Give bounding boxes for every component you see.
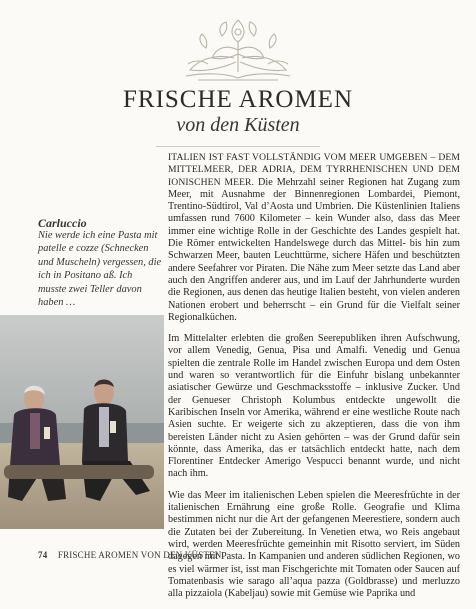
paragraph-seerepubliken: Im Mittelalter erlebten die großen Seerepubliken ihren Aufschwung, vor allem Venedig, Genua, Pisa und Amalfi. Venedig und Genua spielten die zentrale Rolle im Handel zwischen Europa und dem Osten und waren so verantwortlich für die Einfuhr bislang unbekannter asiatischer Gewürze und Geschmacksstoffe – inklusive Zucker. Und der Genueser Christoph Kolumbus entdeckte ungewollt die Karibischen Inseln vor Amerika, während er eine westliche Route nach Asien suchte. Er weigerte sich zu akzeptieren, dass die von ihm bereisten Länder nicht zu Asien gehörten – was der Grund dafür sein könnte, dass Amerika, das er tatsächlich entdeckt hatte, nach dem Florentiner Entdecker Amerigo Vespucci benannt wurde, und nicht nach ihm.	[168, 333, 460, 480]
paragraph-intro-text: Die Mehrzahl seiner Regionen hat Zugang zum Meer, mit Ausnahme der Binnenregionen Lombardei, Piemont, Trentino-Südtirol, Val d’Aosta und Umbrien. Die Küstenlinien Italiens umfassen rund 7600 Kilometer – kein Wunder also, dass das Meer immer eine wichtige Rolle in der Geschichte des Landes gespielt hat. Die Römer entwickelten Handelswege durch das Mittel- bis hin zum Schwarzen Meer, bauten Leuchttürme, sichere Häfen und beschützten andere Seefahrer vor Piraten. Die Nähe zum Meer setzte das Land aber auch den Angriffen anderer aus, und im Lauf der Jahrhunderte wurden die Regionen, aus denen das heutige Italien besteht, von vielen anderen Nationen erobert und beherrscht – ein Grund für die Vielfalt seiner Regionalküchen.	[168, 176, 461, 323]
photo-two-men-on-beach	[0, 315, 164, 529]
paragraph-intro	[168, 152, 460, 324]
lead-in-text: ITALIEN IST FAST VOLLSTÄNDIG VOM MEER UMGEBEN – DEM MITTELMEER, DER ADRIA, DEM TYRRHENISCHEN UND DEM IONISCHEN MEER.	[168, 152, 460, 188]
running-title: FRISCHE AROMEN VON DEN KÜSTEN	[57, 550, 222, 560]
pull-quote: Nie werde ich eine Pasta mit patelle e cozze (Schnecken und Muscheln) vergessen, die ich in Positano aß. Ich musste zwei Teller davon haben …	[38, 230, 162, 309]
quote-author: Carluccio	[38, 216, 87, 230]
beach-photo-illustration	[0, 315, 164, 529]
page-number: 74	[38, 550, 48, 560]
paragraph-meeresfruechte: Wie das Meer im italienischen Leben spielen die Meeresfrüchte in der italienischen Ernährung eine große Rolle. Geografie und Klima bestimmen nicht nur die Art der gefangenen Meerestiere, sondern auch die Zutaten bei der Zubereitung. In Venetien etwa, wo Reis angebaut wird, werden Meeresfrüchte gemeinhin mit Risotto serviert, im Süden dagegen mit Pasta. In Kampanien und anderen südlichen Regionen, wo es viel wärmer ist, isst man Fischgerichte mit Tomaten oder Saucen auf Tomatenbasis wie sarago all’aqua pazza (Goldbrasse) und merluzzo alla pizzaiola (Kabeljau) sowie mit Gemüse wie Paprika und	[168, 489, 460, 600]
page-title: FRISCHE AROMEN	[122, 86, 353, 113]
main-text-column	[168, 152, 460, 609]
page-footer	[38, 550, 222, 560]
ornament-icon	[178, 14, 298, 84]
title-divider	[156, 146, 320, 147]
page-subtitle: von den Küsten	[176, 114, 300, 136]
